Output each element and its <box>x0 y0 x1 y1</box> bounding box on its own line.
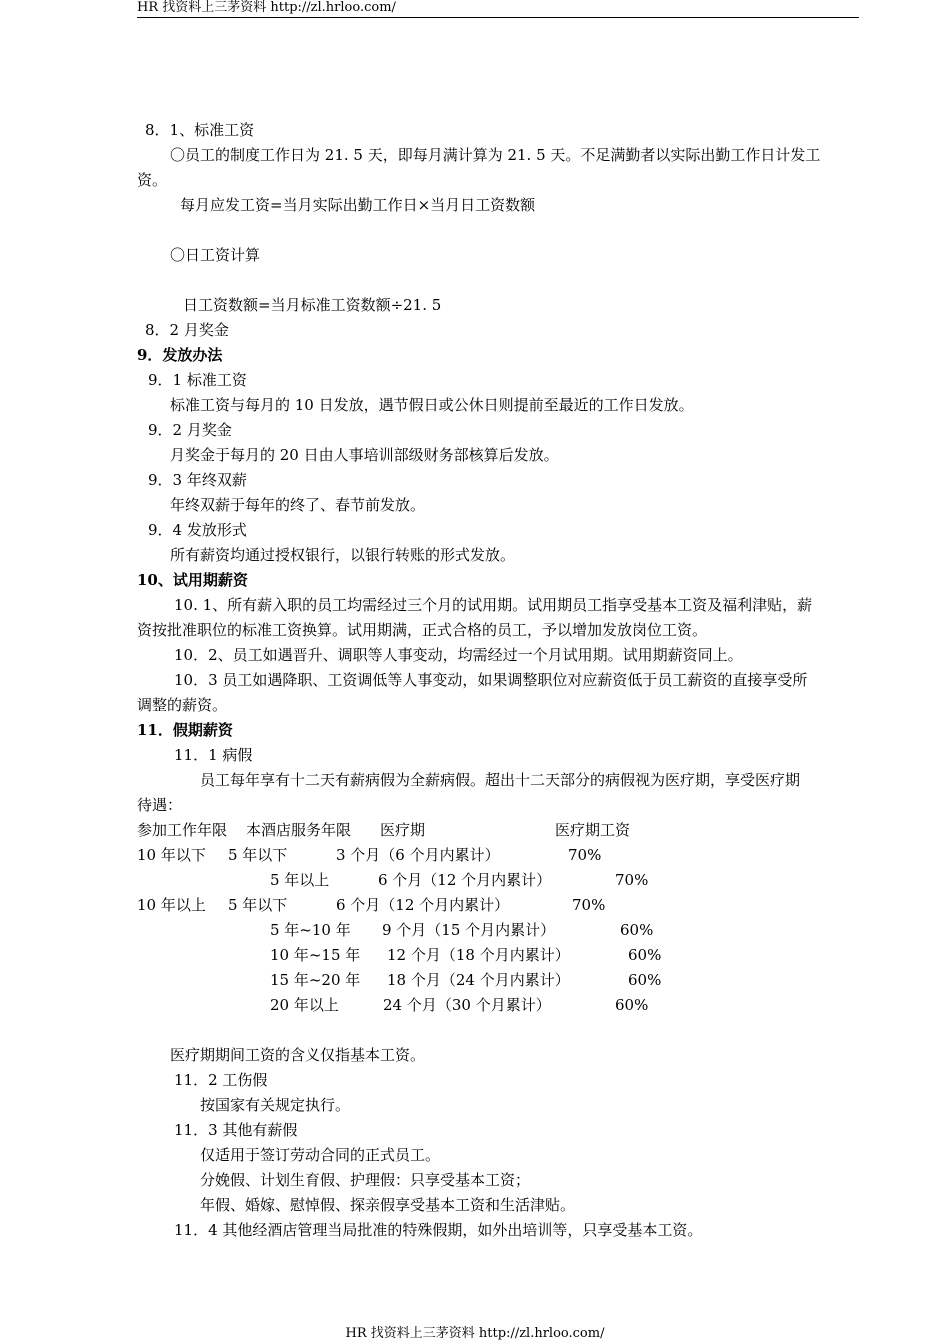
table-cell-pay: 60% <box>615 996 649 1014</box>
table-header-medical-pay: 医疗期工资 <box>555 821 631 839</box>
table-cell-service: 5 年以下 <box>228 896 288 914</box>
table-cell-service: 5 年以下 <box>228 846 288 864</box>
table-cell-period: 9 个月（15 个月内累计） <box>382 921 556 939</box>
paragraph-10-3-line1: 10．3 员工如遇降职、工资调低等人事变动，如果调整职位对应薪资低于员工薪资的直接享受所 <box>174 671 808 689</box>
section-9-1-heading: 9．1 标准工资 <box>148 371 247 389</box>
table-cell-work-years: 10 年以下 <box>137 846 206 864</box>
section-10-heading: 10、试用期薪资 <box>137 571 248 589</box>
section-8-2-heading: 8．2 月奖金 <box>145 321 229 339</box>
paragraph-10-3-line2: 调整的薪资。 <box>137 696 228 714</box>
paragraph-11-1-line1: 员工每年享有十二天有薪病假为全薪病假。超出十二天部分的病假视为医疗期，享受医疗期 <box>200 771 801 789</box>
table-header-service-years: 本酒店服务年限 <box>246 821 352 839</box>
table-cell-pay: 60% <box>628 946 662 964</box>
table-cell-service: 15 年~20 年 <box>270 971 361 989</box>
paragraph-medical-note: 医疗期期间工资的含义仅指基本工资。 <box>170 1046 426 1064</box>
table-cell-period: 12 个月（18 个月内累计） <box>387 946 570 964</box>
section-11-2-heading: 11．2 工伤假 <box>174 1071 268 1089</box>
table-cell-pay: 70% <box>615 871 649 889</box>
paragraph-9-2: 月奖金于每月的 20 日由人事培训部级财务部核算后发放。 <box>170 446 559 464</box>
page-footer: HR 找资料上三茅资料 http://zl.hrloo.com/ <box>345 1326 605 1341</box>
table-cell-pay: 70% <box>568 846 602 864</box>
section-11-3-heading: 11．3 其他有薪假 <box>174 1121 298 1139</box>
paragraph-11-3-c: 年假、婚嫁、慰悼假、探亲假享受基本工资和生活津贴。 <box>200 1196 576 1214</box>
paragraph-10-1-line2: 资按批准职位的标准工资换算。试用期满，正式合格的员工，予以增加发放岗位工资。 <box>137 621 708 639</box>
paragraph-daily-wage-heading: 〇日工资计算 <box>170 246 261 264</box>
table-cell-pay: 70% <box>572 896 606 914</box>
section-9-heading: 9．发放办法 <box>137 346 223 364</box>
paragraph-10-1-line1: 10. 1、所有薪入职的员工均需经过三个月的试用期。试用期员工指享受基本工资及福利津贴，薪 <box>174 596 813 614</box>
table-cell-pay: 60% <box>628 971 662 989</box>
paragraph-9-4: 所有薪资均通过授权银行，以银行转账的形式发放。 <box>170 546 516 564</box>
section-9-2-heading: 9．2 月奖金 <box>148 421 232 439</box>
section-9-4-heading: 9．4 发放形式 <box>148 521 247 539</box>
section-11-heading: 11．假期薪资 <box>137 721 233 739</box>
section-8-1-heading: 8．1、标准工资 <box>145 121 255 139</box>
table-cell-pay: 60% <box>620 921 654 939</box>
section-9-3-heading: 9．3 年终双薪 <box>148 471 247 489</box>
paragraph-9-3: 年终双薪于每年的终了、春节前发放。 <box>170 496 426 514</box>
table-cell-service: 5 年以上 <box>270 871 330 889</box>
table-header-medical-period: 医疗期 <box>380 821 426 839</box>
paragraph-11-3-b: 分娩假、计划生育假、护理假：只享受基本工资； <box>200 1171 531 1189</box>
section-11-1-heading: 11．1 病假 <box>174 746 253 764</box>
table-cell-work-years: 10 年以上 <box>137 896 206 914</box>
formula-daily-wage: 日工资数额=当月标准工资数额÷21. 5 <box>183 296 442 314</box>
table-cell-period: 18 个月（24 个月内累计） <box>387 971 570 989</box>
paragraph-11-3-a: 仅适用于签订劳动合同的正式员工。 <box>200 1146 441 1164</box>
table-header-work-years: 参加工作年限 <box>137 821 228 839</box>
page-header: HR 找资料上三茅资料 http://zl.hrloo.com/ <box>137 0 859 18</box>
paragraph-9-1: 标准工资与每月的 10 日发放，遇节假日或公休日则提前至最近的工作日发放。 <box>170 396 694 414</box>
table-cell-period: 6 个月（12 个月内累计） <box>378 871 552 889</box>
table-cell-service: 20 年以上 <box>270 996 339 1014</box>
paragraph-11-1-line2: 待遇： <box>137 796 183 814</box>
table-cell-service: 10 年~15 年 <box>270 946 361 964</box>
paragraph-8-1-a-line2: 资。 <box>137 171 168 189</box>
table-cell-period: 6 个月（12 个月内累计） <box>336 896 510 914</box>
paragraph-8-1-a-line1: 〇员工的制度工作日为 21. 5 天，即每月满计算为 21. 5 天。不足满勤者以实际出勤工作日计发工 <box>170 146 821 164</box>
table-cell-service: 5 年~10 年 <box>270 921 351 939</box>
table-cell-period: 3 个月（6 个月内累计） <box>336 846 500 864</box>
paragraph-11-2: 按国家有关规定执行。 <box>200 1096 351 1114</box>
section-11-4: 11．4 其他经酒店管理当局批准的特殊假期，如外出培训等，只享受基本工资。 <box>174 1221 703 1239</box>
formula-monthly-pay: 每月应发工资=当月实际出勤工作日×当月日工资数额 <box>180 196 536 214</box>
table-cell-period: 24 个月（30 个月累计） <box>383 996 551 1014</box>
paragraph-10-2: 10．2、员工如遇晋升、调职等人事变动，均需经过一个月试用期。试用期薪资同上。 <box>174 646 743 664</box>
